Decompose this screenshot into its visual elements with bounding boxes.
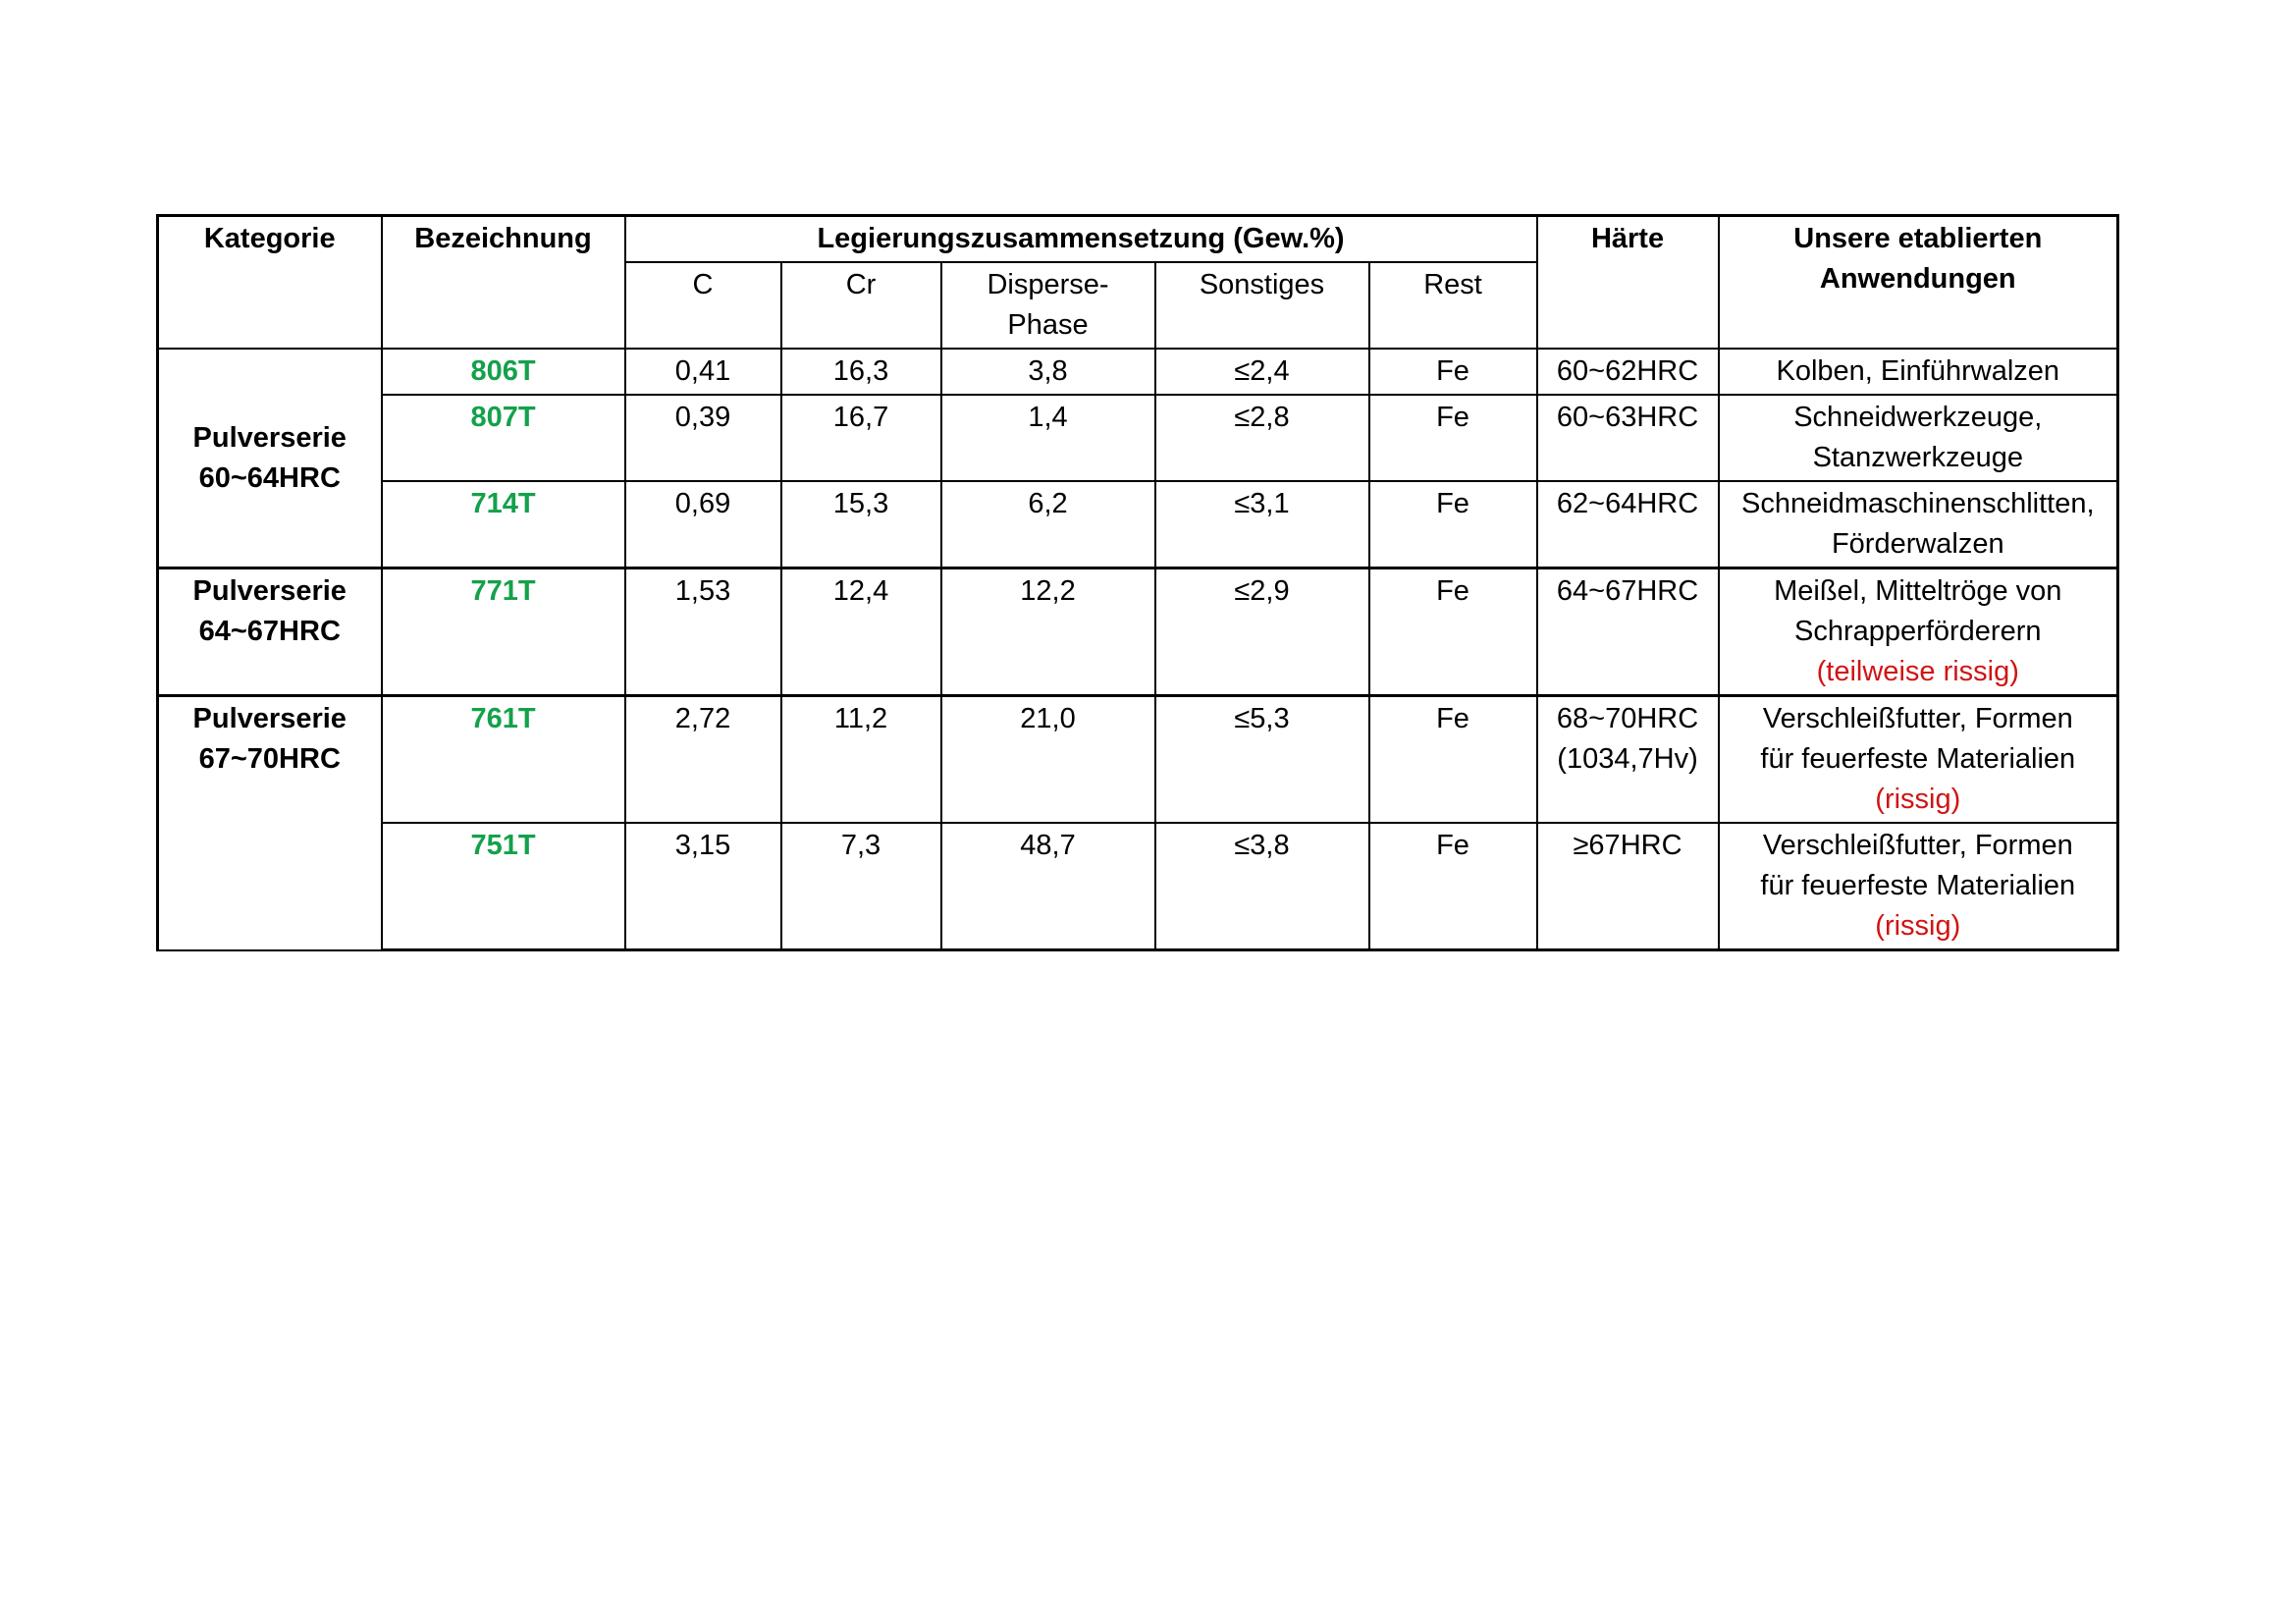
- anwendung-text: Schneidwerkzeuge,: [1793, 402, 2043, 433]
- header-anwendungen: Unsere etablierten Anwendungen: [1719, 216, 2118, 350]
- anwendung-text: Kolben, Einführwalzen: [1776, 355, 2060, 387]
- category-range: 64~67HRC: [198, 616, 341, 647]
- anwendung-text-2: für feuerfeste Materialien: [1760, 870, 2076, 901]
- table-row: [158, 823, 2118, 950]
- category-cell: [158, 696, 382, 950]
- rest-cell: Fe: [1369, 823, 1537, 950]
- disperse-cell: 12,2: [941, 568, 1155, 696]
- haerte-cell: [1537, 696, 1719, 824]
- code-cell: 806T: [382, 349, 625, 395]
- table-row: [158, 568, 2118, 696]
- header-cr: Cr: [781, 262, 941, 349]
- category-label: Pulverserie: [192, 421, 347, 454]
- code-cell: 761T: [382, 696, 625, 824]
- header-haerte: Härte: [1537, 216, 1719, 350]
- anwendung-cell: [1719, 696, 2118, 824]
- code-cell: 807T: [382, 395, 625, 481]
- c-cell: 3,15: [625, 823, 781, 950]
- table-row: [158, 349, 2118, 395]
- c-cell: 1,53: [625, 568, 781, 696]
- sonstiges-cell: ≤2,8: [1155, 395, 1369, 481]
- category-cell: [158, 349, 382, 568]
- sonstiges-cell: ≤3,1: [1155, 481, 1369, 568]
- table-row: [158, 696, 2118, 824]
- anwendung-text-2: Förderwalzen: [1831, 528, 2004, 560]
- code-cell: 751T: [382, 823, 625, 950]
- c-cell: 0,41: [625, 349, 781, 395]
- anwendung-text: Verschleißfutter, Formen: [1762, 703, 2073, 734]
- alloy-composition-table: [156, 214, 2119, 951]
- haerte-cell: ≥67HRC: [1537, 823, 1719, 950]
- haerte-text: 68~70HRC: [1556, 703, 1699, 734]
- anwendung-text: Meißel, Mitteltröge von: [1774, 575, 2062, 607]
- haerte-cell: 64~67HRC: [1537, 568, 1719, 696]
- disperse-cell: 21,0: [941, 696, 1155, 824]
- anwendung-text: Verschleißfutter, Formen: [1762, 830, 2073, 861]
- disperse-cell: 3,8: [941, 349, 1155, 395]
- disperse-cell: 1,4: [941, 395, 1155, 481]
- haerte-cell: 60~63HRC: [1537, 395, 1719, 481]
- anwendung-text-2: Schrapperförderern: [1794, 616, 2042, 647]
- anwendung-cell: [1719, 349, 2118, 395]
- header-disperse-phase: Disperse-Phase: [941, 262, 1155, 349]
- rest-cell: Fe: [1369, 395, 1537, 481]
- crack-note: (rissig): [1875, 910, 1961, 942]
- category-label: Pulverserie: [192, 575, 347, 607]
- crack-note: (teilweise rissig): [1816, 656, 2019, 687]
- category-range: 60~64HRC: [198, 461, 341, 494]
- c-cell: 0,39: [625, 395, 781, 481]
- rest-cell: Fe: [1369, 349, 1537, 395]
- cr-cell: 15,3: [781, 481, 941, 568]
- category-range: 67~70HRC: [198, 743, 341, 775]
- sonstiges-cell: ≤2,9: [1155, 568, 1369, 696]
- anwendung-text: Schneidmaschinenschlitten,: [1741, 488, 2095, 519]
- category-cell: [158, 568, 382, 696]
- rest-cell: Fe: [1369, 568, 1537, 696]
- cr-cell: 7,3: [781, 823, 941, 950]
- code-cell: 771T: [382, 568, 625, 696]
- sonstiges-cell: ≤2,4: [1155, 349, 1369, 395]
- sonstiges-cell: ≤3,8: [1155, 823, 1369, 950]
- cr-cell: 16,7: [781, 395, 941, 481]
- rest-cell: Fe: [1369, 481, 1537, 568]
- anwendung-cell: [1719, 395, 2118, 481]
- cr-cell: 12,4: [781, 568, 941, 696]
- table-row: [158, 395, 2118, 481]
- anwendung-cell: [1719, 823, 2118, 950]
- anwendung-cell: [1719, 568, 2118, 696]
- header-legierung: Legierungszusammensetzung (Gew.%): [625, 216, 1537, 263]
- cr-cell: 16,3: [781, 349, 941, 395]
- disperse-cell: 48,7: [941, 823, 1155, 950]
- header-row-top: [158, 216, 2118, 263]
- header-sonstiges: Sonstiges: [1155, 262, 1369, 349]
- header-kategorie: Kategorie: [158, 216, 382, 350]
- table-row: [158, 481, 2118, 568]
- header-c: C: [625, 262, 781, 349]
- haerte-cell: 60~62HRC: [1537, 349, 1719, 395]
- c-cell: 0,69: [625, 481, 781, 568]
- category-label: Pulverserie: [192, 703, 347, 734]
- code-cell: 714T: [382, 481, 625, 568]
- anwendung-cell: [1719, 481, 2118, 568]
- header-rest: Rest: [1369, 262, 1537, 349]
- header-bezeichnung: Bezeichnung: [382, 216, 625, 350]
- anwendung-text-2: Stanzwerkzeuge: [1812, 442, 2023, 473]
- disperse-cell: 6,2: [941, 481, 1155, 568]
- rest-cell: Fe: [1369, 696, 1537, 824]
- c-cell: 2,72: [625, 696, 781, 824]
- anwendung-text-2: für feuerfeste Materialien: [1760, 743, 2076, 775]
- sonstiges-cell: ≤5,3: [1155, 696, 1369, 824]
- crack-note: (rissig): [1875, 784, 1961, 815]
- cr-cell: 11,2: [781, 696, 941, 824]
- haerte-hv-text: (1034,7Hv): [1557, 743, 1698, 775]
- haerte-cell: 62~64HRC: [1537, 481, 1719, 568]
